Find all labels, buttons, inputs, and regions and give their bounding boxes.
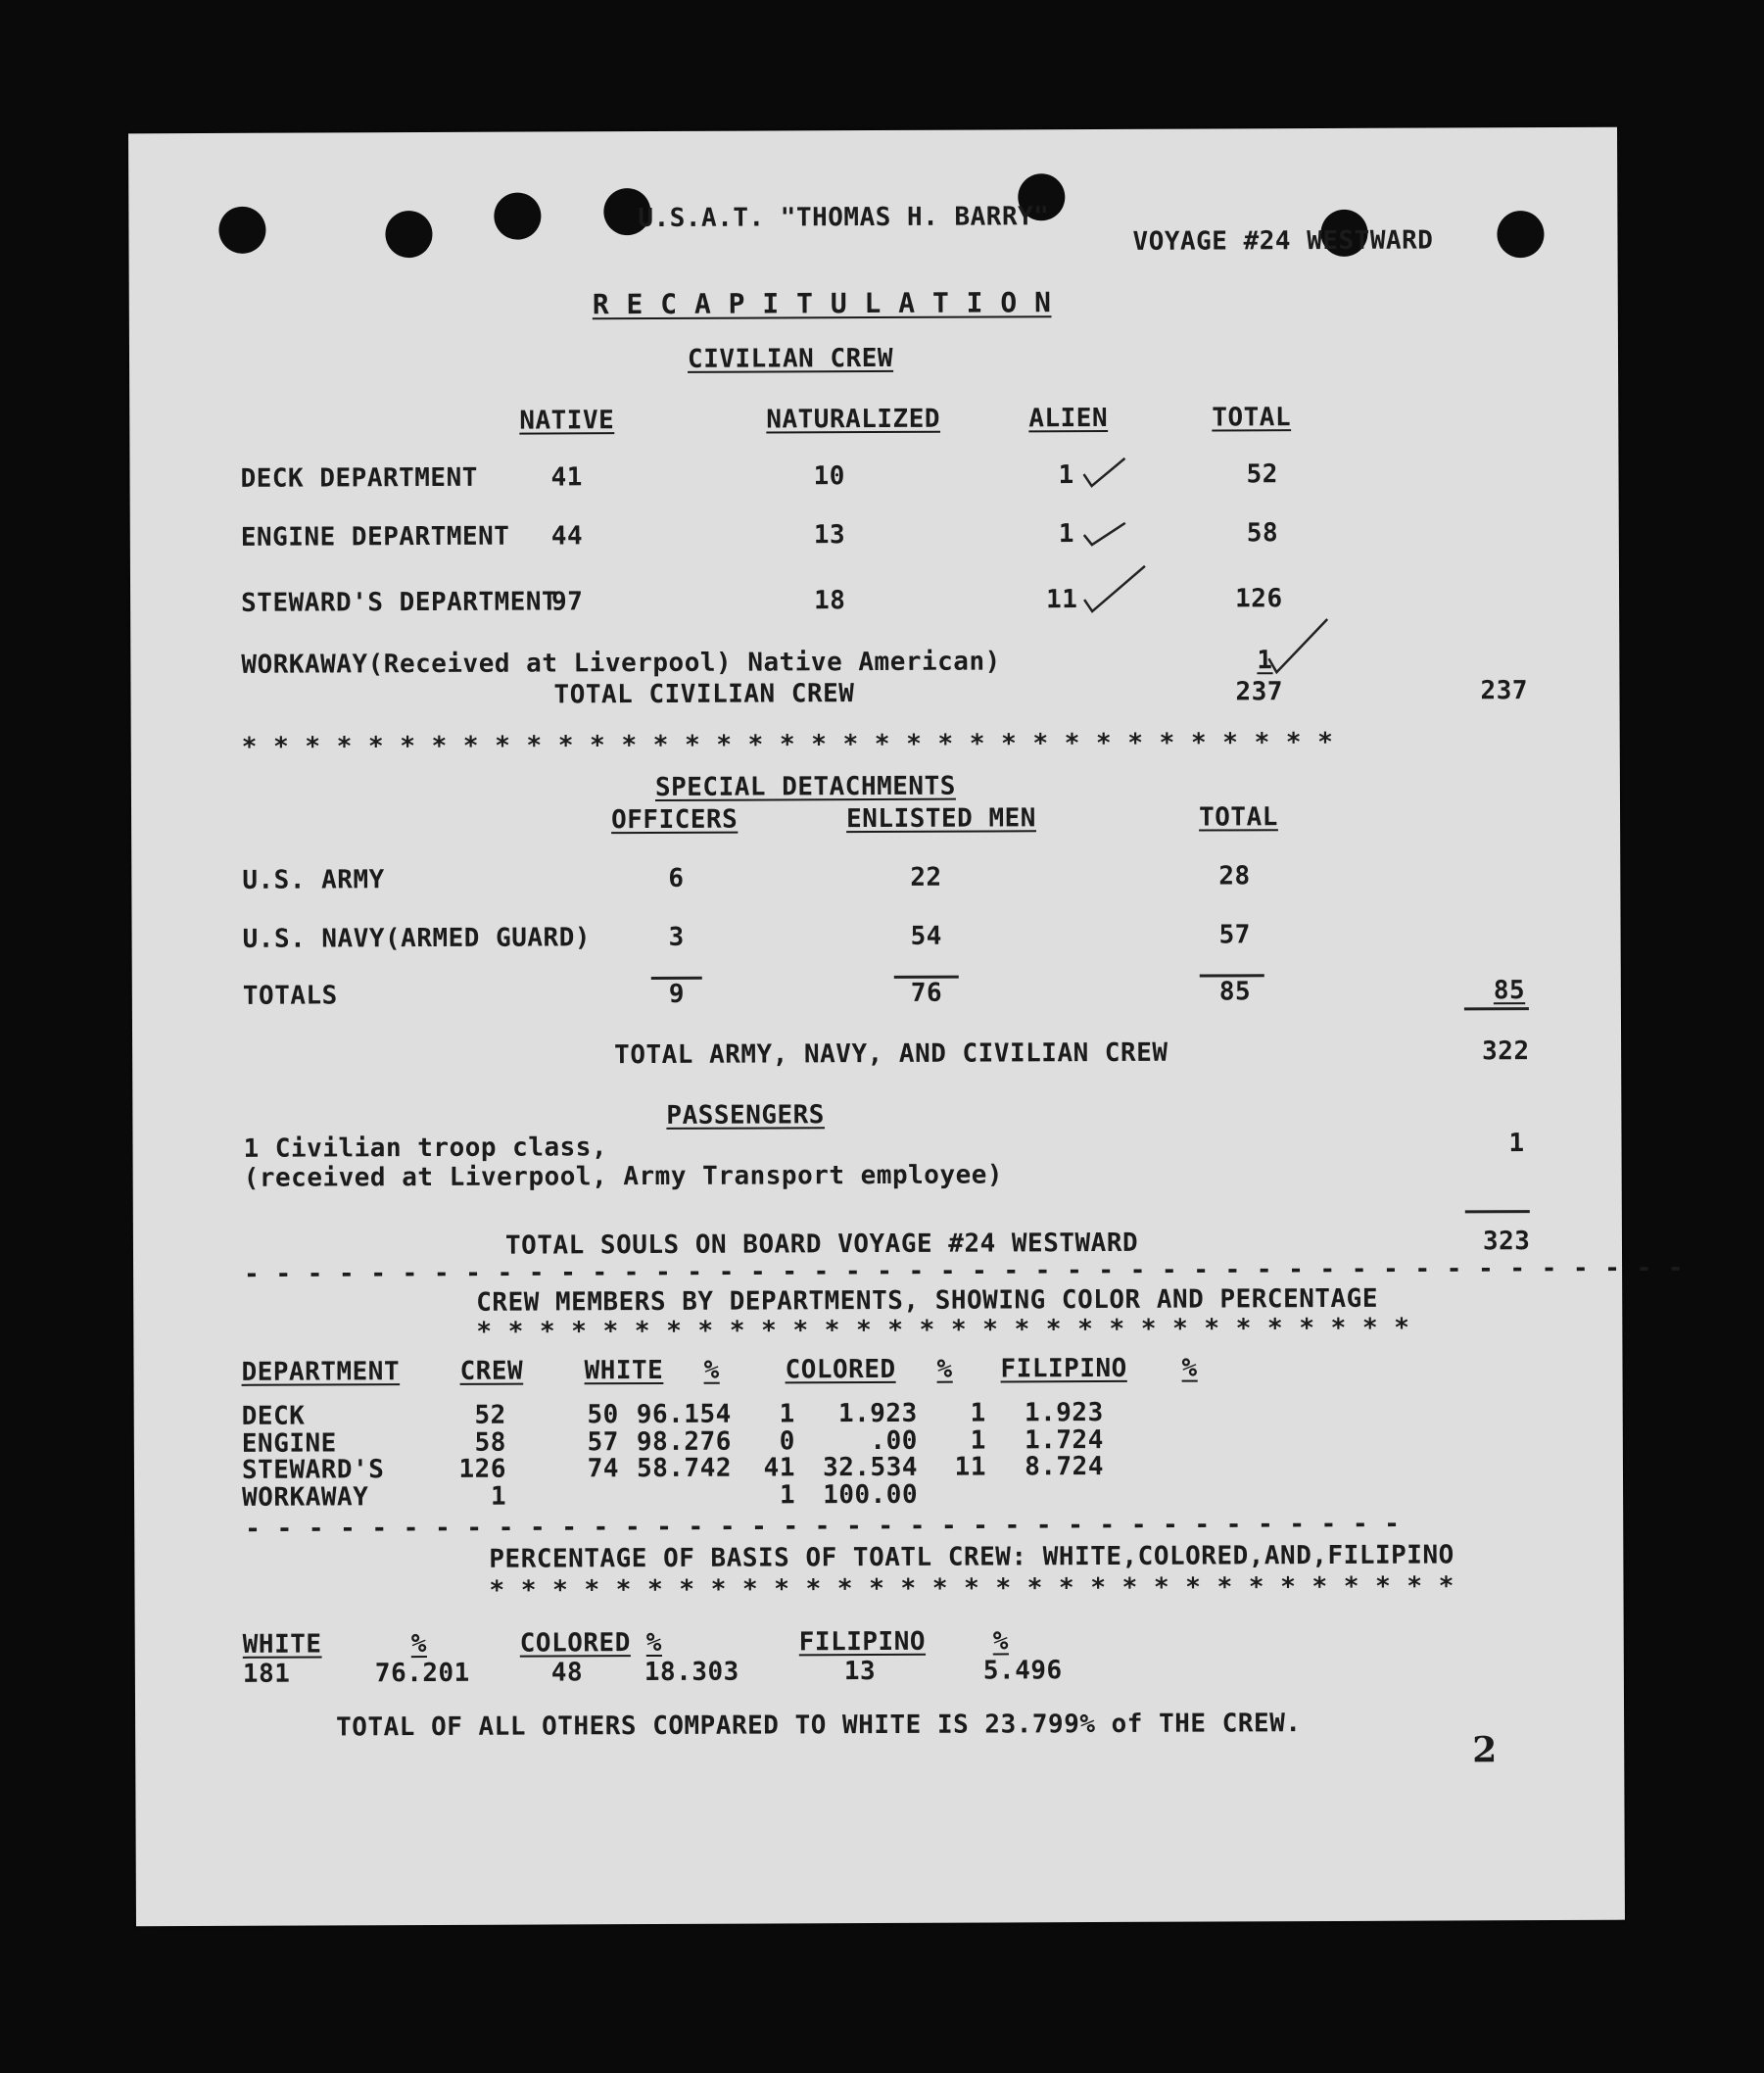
passenger-line-1: 1 Civilian troop class, [243,1133,608,1164]
basis-heading: PERCENTAGE OF BASIS OF TOATL CREW: WHITE,COLORED,AND,FILIPINO [489,1540,1454,1574]
basis-col-white: WHITE [242,1629,322,1660]
grand-total-label: TOTAL ARMY, NAVY, AND CIVILIAN CREW [614,1037,1168,1071]
cell-white: 57 [587,1427,619,1458]
passenger-line-2: (received at Liverpool, Army Transport employee) [243,1160,1004,1193]
native-value: 97 [551,587,584,617]
cell-white: 74 [587,1454,620,1484]
total-civilian-right: 237 [1480,676,1529,706]
basis-col-colored-pct: % [645,1627,662,1659]
col-special-total: TOTAL [1199,802,1278,833]
page-title: R E C A P I T U L A T I O N [592,286,1052,321]
col-naturalized: NATURALIZED [766,404,941,435]
col-white: WHITE [584,1355,664,1386]
basis-filipino-value: 13 [843,1657,877,1687]
voyage-label: VOYAGE #24 WESTWARD [1132,225,1434,257]
col-total: TOTAL [1212,403,1292,433]
cell-filipino: 1 [970,1398,986,1428]
cell-filipino-pct: 1.923 [1024,1397,1104,1428]
total-value: 58 [1246,518,1279,549]
basis-white-value: 181 [242,1659,291,1689]
cell-dept: WORKAWAY [242,1482,369,1513]
cell-colored: 1 [779,1399,795,1429]
punch-hole [1497,211,1544,258]
basis-summary: TOTAL OF ALL OTHERS COMPARED TO WHITE IS 23.799% of THE CREW. [336,1709,1302,1743]
enlisted-value: 54 [910,921,942,951]
col-white-pct: % [703,1355,720,1385]
total-value: 126 [1235,584,1283,614]
cell-colored-pct: 100.00 [823,1479,919,1511]
grand-total-value: 322 [1482,1036,1530,1067]
basis-filipino-pct: 5.496 [982,1656,1063,1686]
cell-colored: 1 [779,1480,796,1511]
document-page [128,127,1685,1927]
col-department: DEPARTMENT [241,1357,401,1387]
col-filipino: FILIPINO [1000,1353,1127,1384]
cell-white-pct: 98.276 [636,1426,732,1458]
row-label: STEWARD'S DEPARTMENT [241,587,558,618]
officers-total: 9 [668,979,686,1009]
total-value: 52 [1246,459,1278,490]
star-separator: * * * * * * * * * * * * * * * * * * * * * * * * * * * * * * [476,1313,1410,1347]
basis-col-colored: COLORED [519,1628,631,1659]
basis-col-filipino: FILIPINO [798,1626,927,1658]
native-value: 44 [550,521,584,552]
enlisted-value: 22 [910,862,942,892]
ship-name: U.S.A.T. "THOMAS H. BARRY" [638,202,1050,234]
color-table-heading: CREW MEMBERS BY DEPARTMENTS, SHOWING COLOR AND PERCENTAGE [476,1283,1379,1318]
cell-colored-pct: .00 [870,1425,918,1457]
cell-colored-pct: 1.923 [837,1398,918,1429]
col-officers: OFFICERS [611,804,739,836]
page-number: 2 [1472,1729,1498,1771]
row-label: DECK DEPARTMENT [240,462,478,494]
alien-value: 1 [1058,519,1075,550]
alien-value: 11 [1046,585,1078,615]
sum-rule [1465,1210,1530,1213]
cell-crew: 1 [490,1481,507,1512]
totals-label: TOTALS [242,981,338,1011]
special-total-value: 57 [1218,920,1251,950]
row-label: U.S. ARMY [242,865,385,895]
dash-separator: - - - - - - - - - - - - - - - - - - - - - - - - - - - - - - - - - - - - - - - - - - - - - - [244,1253,1685,1289]
basis-col-white-pct: % [410,1629,427,1660]
basis-colored-value: 48 [550,1658,584,1688]
cell-filipino-pct: 1.724 [1024,1424,1104,1456]
row-label: ENGINE DEPARTMENT [240,521,510,553]
souls-value: 323 [1482,1227,1531,1257]
cell-white: 50 [587,1400,619,1430]
enlisted-total: 76 [910,978,943,1008]
cell-crew: 126 [458,1454,507,1484]
cell-crew: 52 [474,1400,506,1430]
col-colored-pct: % [936,1354,953,1384]
star-separator: * * * * * * * * * * * * * * * * * * * * * * * * * * * * * * * [489,1571,1454,1606]
punch-hole [218,207,265,254]
special-total-right: 85 [1493,976,1526,1006]
check-mark-icon [1079,453,1128,492]
sum-rule [1464,1007,1529,1010]
cell-dept: STEWARD'S [241,1455,385,1485]
workaway-total: 1 [1257,646,1273,676]
col-crew: CREW [459,1356,524,1386]
star-separator: * * * * * * * * * * * * * * * * * * * * * * * * * * * * * * * * * * * [241,727,1334,762]
cell-white-pct: 96.154 [636,1399,732,1430]
total-civilian-value: 237 [1235,677,1284,707]
cell-filipino: 1 [970,1425,986,1456]
punch-hole [494,192,541,239]
cell-white-pct: 58.742 [636,1453,733,1484]
workaway-line: WORKAWAY(Received at Liverpool) Native American) [241,647,1001,680]
basis-white-pct: 76.201 [374,1658,470,1689]
cell-colored: 41 [763,1453,796,1483]
officers-value: 6 [668,863,685,893]
naturalized-value: 13 [813,520,846,551]
cell-crew: 58 [474,1427,506,1458]
row-label: U.S. NAVY(ARMED GUARD) [242,923,592,954]
special-heading: SPECIAL DETACHMENTS [654,771,956,802]
basis-col-filipino-pct: % [992,1626,1009,1657]
cell-colored-pct: 32.534 [822,1452,919,1483]
cell-dept: ENGINE [241,1428,337,1459]
naturalized-value: 10 [813,461,845,492]
col-alien: ALIEN [1028,403,1109,434]
check-mark-icon [1264,613,1333,682]
cell-colored: 0 [779,1426,795,1457]
dash-separator: - - - - - - - - - - - - - - - - - - - - - - - - - - - - - - - - - - - - - [245,1509,1401,1544]
basis-colored-pct: 18.303 [644,1657,739,1688]
civilian-heading: CIVILIAN CREW [687,343,894,374]
check-mark-icon [1080,560,1149,619]
check-mark-icon [1080,513,1129,553]
naturalized-value: 18 [814,586,846,616]
punch-hole [385,211,432,258]
special-total-value: 28 [1218,861,1251,892]
officers-value: 3 [668,922,685,952]
cell-filipino-pct: 8.724 [1025,1451,1105,1482]
passengers-heading: PASSENGERS [666,1100,826,1131]
total-civilian-label: TOTAL CIVILIAN CREW [553,679,855,710]
cell-filipino: 11 [954,1452,987,1482]
cell-dept: DECK [241,1401,306,1431]
col-enlisted: ENLISTED MEN [846,803,1036,835]
alien-value: 1 [1058,460,1074,491]
passenger-count: 1 [1508,1129,1525,1159]
special-total-total: 85 [1218,977,1252,1007]
col-colored: COLORED [785,1354,896,1385]
col-filipino-pct: % [1181,1353,1198,1383]
col-native: NATIVE [519,406,615,436]
souls-label: TOTAL SOULS ON BOARD VOYAGE #24 WESTWARD [504,1228,1139,1261]
native-value: 41 [550,462,583,493]
